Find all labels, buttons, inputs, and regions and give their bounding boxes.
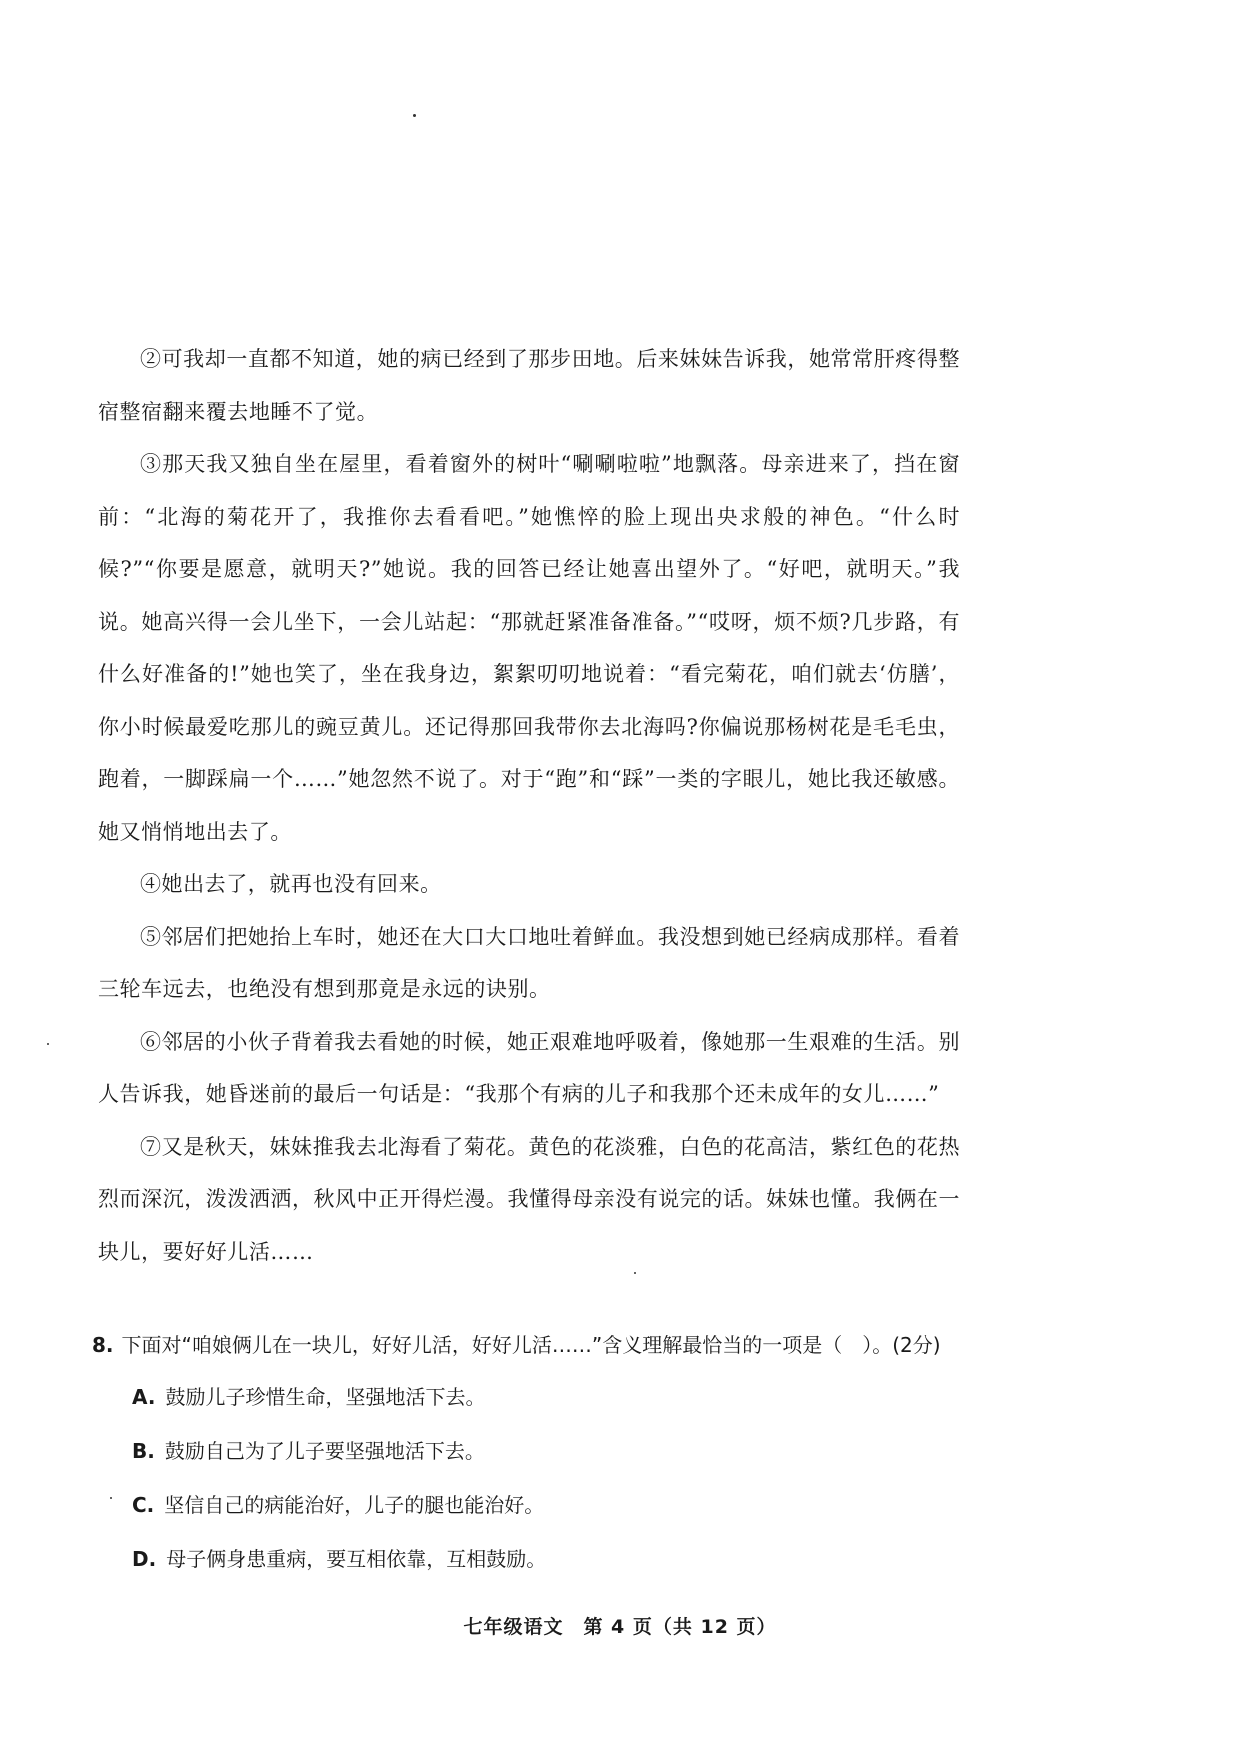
paragraph-7: ⑦又是秋天，妹妹推我去北海看了菊花。黄色的花淡雅，白色的花高洁，紫红色的花热烈而深沉，泼泼洒洒，秋风中正开得烂漫。我懂得母亲没有说完的话。妹妹也懂。我俩在一块儿，要好好儿活…… bbox=[98, 1134, 960, 1264]
option-letter: C. bbox=[132, 1493, 155, 1517]
page-footer: 七年级语文 第 4 页（共 12 页） bbox=[463, 1616, 777, 1638]
option-c[interactable] bbox=[132, 1478, 972, 1532]
question-stem bbox=[92, 1320, 972, 1370]
option-text: 母子俩身患重病，要互相依靠，互相鼓励。 bbox=[166, 1547, 547, 1571]
option-letter: B. bbox=[132, 1439, 155, 1463]
question-number: 8. bbox=[92, 1333, 114, 1357]
reading-passage bbox=[98, 333, 960, 1278]
option-letter: D. bbox=[132, 1547, 157, 1571]
option-b[interactable] bbox=[132, 1424, 972, 1478]
option-a[interactable] bbox=[132, 1370, 972, 1424]
option-text: 鼓励儿子珍惜生命，坚强地活下去。 bbox=[165, 1385, 486, 1409]
option-letter: A. bbox=[132, 1385, 156, 1409]
answer-options bbox=[92, 1370, 972, 1586]
paragraph-5: ⑤邻居们把她抬上车时，她还在大口大口地吐着鲜血。我没想到她已经病成那样。看着三轮车远去，也绝没有想到那竟是永远的诀别。 bbox=[98, 924, 960, 1001]
option-text: 坚信自己的病能治好，儿子的腿也能治好。 bbox=[164, 1493, 545, 1517]
option-d[interactable] bbox=[132, 1532, 972, 1586]
paragraph-3: ③那天我又独自坐在屋里，看着窗外的树叶“唰唰啦啦”地飘落。母亲进来了，挡在窗前：“北海的菊花开了，我推你去看看吧。”她憔悴的脸上现出央求般的神色。“什么时候?”“你要是愿意，就明天?”她说。我的回答已经让她喜出望外了。“好吧，就明天。”我说。她高兴得一会儿坐下，一会儿站起：“那就赶紧准备准备。”“哎呀，烦不烦?几步路，有什么好准备的!”她也笑了，坐在我身边，絮絮叨叨地说着：“看完菊花，咱们就去‘仿膳’，你小时候最爱吃那儿的豌豆黄儿。还记得那回我带你去北海吗?你偏说那杨树花是毛毛虫，跑着，一脚踩扁一个……”她忽然不说了。对于“跑”和“踩”一类的字眼儿，她比我还敏感。她又悄悄地出去了。 bbox=[98, 452, 960, 844]
paragraph-4: ④她出去了，就再也没有回来。 bbox=[140, 872, 442, 896]
paragraph-2: ②可我却一直都不知道，她的病已经到了那步田地。后来妹妹告诉我，她常常肝疼得整宿整宿翻来覆去地睡不了觉。 bbox=[98, 347, 960, 424]
scan-speck bbox=[413, 114, 416, 117]
question-8 bbox=[92, 1320, 972, 1586]
option-text: 鼓励自己为了儿子要坚强地活下去。 bbox=[164, 1439, 485, 1463]
scan-speck bbox=[47, 1043, 49, 1045]
question-text: 下面对“咱娘俩儿在一块儿，好好儿活，好好儿活……”含义理解最恰当的一项是（ ）。(2分) bbox=[121, 1333, 941, 1357]
paragraph-6: ⑥邻居的小伙子背着我去看她的时候，她正艰难地呼吸着，像她那一生艰难的生活。别人告诉我，她昏迷前的最后一句话是：“我那个有病的儿子和我那个还未成年的女儿……” bbox=[98, 1029, 960, 1106]
